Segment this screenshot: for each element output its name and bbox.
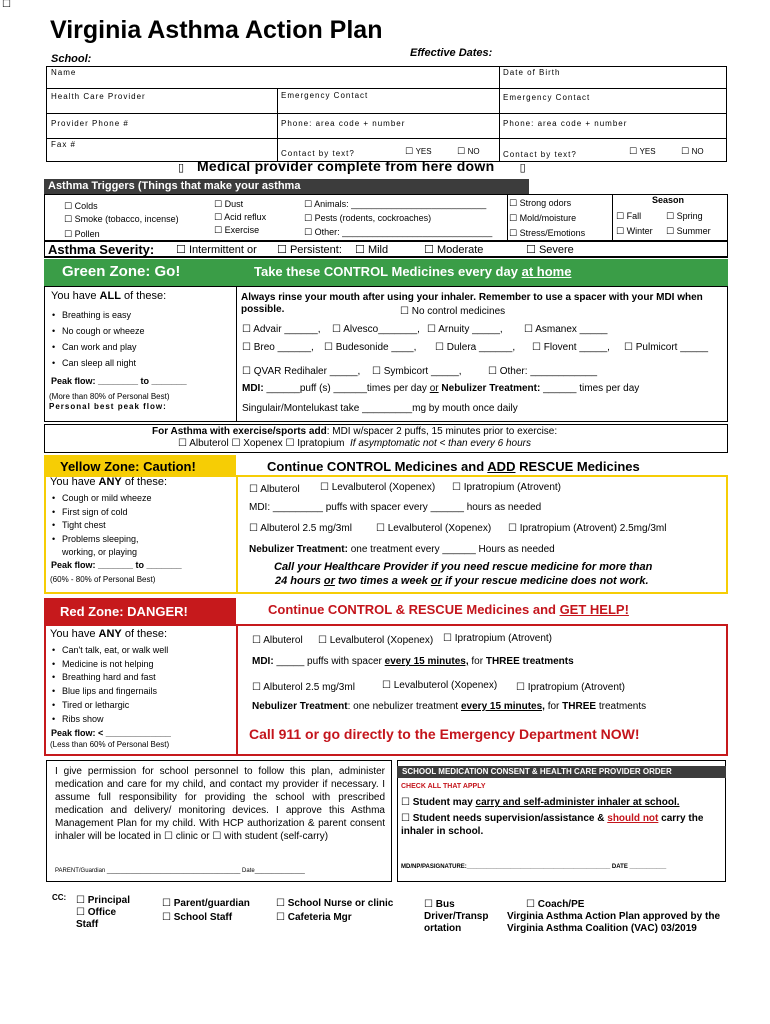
yes-checkbox-2[interactable]: ☐ xyxy=(629,147,638,157)
triggers-col-2 xyxy=(214,198,266,237)
red-peak-flow[interactable]: Peak flow: < _____________ xyxy=(51,728,171,738)
contact-text-1-label: Contact by text? xyxy=(281,149,355,158)
parent-signature-line[interactable]: PARENT/Guardian ________________________________________ Date_______________ xyxy=(55,868,305,874)
cc-school-staff[interactable]: ☐ School Staff xyxy=(162,912,233,923)
trigger-stress[interactable]: ☐ Stress/Emotions xyxy=(509,228,586,239)
yellow-levalbuterol[interactable]: ☐ Levalbuterol (Xopenex) xyxy=(320,482,436,493)
season-fall[interactable]: ☐ Fall xyxy=(616,211,642,222)
triggers-col-1 xyxy=(64,200,179,241)
red-ipratropium-neb[interactable]: ☐ Ipratropium (Atrovent) xyxy=(516,682,626,693)
trigger-dust[interactable]: ☐ Dust xyxy=(214,199,244,210)
exercise-options: ☐ Albuterol ☐ Xopenex ☐ Ipratopium If asymptomatic not < than every 6 hours xyxy=(178,438,531,449)
yes-label: YES xyxy=(415,147,432,156)
yellow-peak-flow[interactable]: Peak flow: _______ to _______ xyxy=(51,560,182,570)
cc-parent[interactable]: ☐ Parent/guardian xyxy=(162,898,250,909)
yellow-ipratropium[interactable]: ☐ Ipratropium (Atrovent) xyxy=(452,482,562,493)
order-title: SCHOOL MEDICATION CONSENT & HEALTH CARE PROVIDER ORDER xyxy=(402,767,672,776)
exercise-xopenex[interactable]: ☐ Xopenex xyxy=(231,438,283,449)
med-advair[interactable]: ☐ Advair ______, xyxy=(242,324,321,335)
yellow-peak-note: (60% - 80% of Personal Best) xyxy=(50,575,156,584)
med-pulmicort[interactable]: ☐ Pulmicort _____ xyxy=(624,342,709,353)
triggers-col-4 xyxy=(509,196,585,241)
list-item: • Breathing is easy xyxy=(50,307,145,323)
emergency-contact-1[interactable]: Emergency Contact xyxy=(281,91,369,100)
severity-mild[interactable]: ☐ Mild xyxy=(355,243,389,256)
no-checkbox-2[interactable]: ☐ xyxy=(681,147,690,157)
list-item: • Can work and play xyxy=(50,339,145,355)
severity-moderate[interactable]: ☐ Moderate xyxy=(424,243,484,256)
season-summer[interactable]: ☐ Summer xyxy=(666,226,711,237)
red-neb-line[interactable]: Nebulizer Treatment: one nebulizer treatment every 15 minutes, for THREE treatments xyxy=(252,701,647,712)
md-signature-line[interactable]: MD/NP/PASIGNATURE:___________________________________________ DATE ___________ xyxy=(401,864,667,870)
no-checkbox-1[interactable]: ☐ xyxy=(457,147,466,157)
med-alvesco[interactable]: ☐ Alvesco_______, xyxy=(332,324,420,335)
clinic-checkbox[interactable]: ☐ xyxy=(163,831,173,842)
med-other[interactable]: ☐ Other: ____________ xyxy=(488,366,598,377)
yellow-levalbuterol-neb[interactable]: ☐ Levalbuterol (Xopenex) xyxy=(376,523,492,534)
yellow-zone-instruction: Continue CONTROL Medicines and ADD RESCUE Medicines xyxy=(267,459,640,474)
triggers-col-3 xyxy=(304,198,492,240)
season-winter[interactable]: ☐ Winter xyxy=(616,226,653,237)
contact-text-2-label: Contact by text? xyxy=(503,150,577,159)
cc-cafeteria[interactable]: ☐ Cafeteria Mgr xyxy=(276,912,352,923)
approval-note: Virginia Asthma Action Plan approved by the Virginia Asthma Coalition (VAC) 03/2019 xyxy=(507,911,721,934)
trigger-strong-odors[interactable]: ☐ Strong odors xyxy=(509,198,572,209)
exercise-albuterol[interactable]: ☐ Albuterol xyxy=(178,438,229,449)
green-peak-note: (More than 80% of Personal Best) xyxy=(49,392,170,401)
corner-checkbox[interactable]: ☐ xyxy=(2,0,11,10)
page-title: Virginia Asthma Action Plan xyxy=(50,16,383,44)
no-control-checkbox[interactable]: ☐ No control medicines xyxy=(400,306,506,317)
cc-bus-driver[interactable]: ☐ Bus Driver/Transp ortation xyxy=(424,899,489,934)
green-zone-title: Green Zone: Go! xyxy=(62,263,181,280)
yellow-symptoms-list xyxy=(50,492,230,560)
yellow-you-have: You have ANY of these: xyxy=(50,476,168,488)
trigger-smoke[interactable]: ☐ Smoke (tobacco, incense) xyxy=(64,214,179,225)
trigger-other[interactable]: ☐ Other: ______________________________ xyxy=(304,227,493,238)
green-mdi-line[interactable]: MDI: ______puff (s) ______times per day or Nebulizer Treatment: ______ times per day xyxy=(242,383,640,394)
list-item: • No cough or wheeze xyxy=(50,323,145,339)
yellow-call-line-2: 24 hours or two times a week or if your rescue medicine does not work. xyxy=(275,575,649,587)
season-title: Season xyxy=(652,195,685,205)
exercise-ipratopium[interactable]: ☐ Ipratopium xyxy=(285,438,345,449)
call-911: Call 911 or go directly to the Emergency Department NOW! xyxy=(249,726,640,742)
red-ipratropium[interactable]: ☐ Ipratropium (Atrovent) xyxy=(443,633,553,644)
list-item: • Problems sleeping, working, or playing xyxy=(50,533,160,560)
list-item: • Cough or mild wheeze xyxy=(50,492,230,506)
arrow-down-icon: ▯ xyxy=(178,161,185,174)
cc-office-staff[interactable]: ☐ Office Staff xyxy=(76,907,117,930)
red-levalbuterol[interactable]: ☐ Levalbuterol (Xopenex) xyxy=(318,635,434,646)
personal-best-label: Personal best peak flow: xyxy=(49,402,167,411)
cc-col-1 xyxy=(76,895,136,931)
phone-1-field[interactable]: Phone: area code + number xyxy=(281,119,406,128)
red-albuterol-neb[interactable]: ☐ Albuterol 2.5 mg/3ml xyxy=(252,682,355,693)
med-budesonide[interactable]: ☐ Budesonide ____, xyxy=(324,342,417,353)
red-levalbuterol-neb[interactable]: ☐ Levalbuterol (Xopenex) xyxy=(382,680,498,691)
yes-label: YES xyxy=(639,147,656,156)
consent-text: I give permission for school personnel to follow this plan, administer medication and care for my child, and contact my provider if necessary. I assume full responsibility for providing the school with prescribed medication and delivery/ monitoring devices. I approve this Asthma Management Plan for my child. With HCP authorization & parent consent inhaler will be located in ☐ clinic or ☐ with student (self-carry) xyxy=(55,766,385,842)
phone-2-field[interactable]: Phone: area code + number xyxy=(503,119,628,128)
red-zone-title: Red Zone: DANGER! xyxy=(60,604,188,619)
med-symbicort[interactable]: ☐ Symbicort _____, xyxy=(372,366,462,377)
green-zone-instruction: Take these CONTROL Medicines every day at home xyxy=(254,264,572,279)
med-asmanex[interactable]: ☐ Asmanex _____ xyxy=(524,324,608,335)
list-item: • Can't talk, eat, or walk well xyxy=(50,644,168,658)
yellow-zone-title: Yellow Zone: Caution! xyxy=(60,459,196,474)
cc-col-2 xyxy=(162,897,250,925)
arrow-down-icon: ▯ xyxy=(519,161,526,174)
severity-intermittent[interactable]: ☐ Intermittent or xyxy=(176,243,257,256)
yellow-albuterol-neb[interactable]: ☐ Albuterol 2.5 mg/3ml xyxy=(249,523,352,534)
med-flovent[interactable]: ☐ Flovent _____, xyxy=(532,342,610,353)
med-dulera[interactable]: ☐ Dulera ______, xyxy=(435,342,516,353)
yellow-call-line-1: Call your Healthcare Provider if you need rescue medicine for more than xyxy=(274,561,653,573)
red-you-have: You have ANY of these: xyxy=(50,628,168,640)
med-breo[interactable]: ☐ Breo ______, xyxy=(242,342,314,353)
med-arnuity[interactable]: ☐ Arnuity _____, xyxy=(427,324,503,335)
severity-severe[interactable]: ☐ Severe xyxy=(526,243,574,256)
info-table xyxy=(46,66,727,162)
yellow-albuterol[interactable]: ☐ Albuterol xyxy=(249,484,300,495)
provider-banner: ▯ Medical provider complete from here down ▯ xyxy=(178,158,526,174)
red-zone-instruction: Continue CONTROL & RESCUE Medicines and GET HELP! xyxy=(268,602,629,617)
med-qvar[interactable]: ☐ QVAR Redihaler _____, xyxy=(242,366,361,377)
list-item: • Can sleep all night xyxy=(50,355,145,371)
fax-field[interactable]: Fax # xyxy=(51,140,77,149)
cc-coach[interactable]: ☐ Coach/PE xyxy=(526,899,585,910)
singulair-line[interactable]: Singulair/Montelukast take _________mg by mouth once daily xyxy=(242,403,518,414)
list-item: • Medicine is not helping xyxy=(50,658,168,672)
list-item: • Breathing hard and fast xyxy=(50,671,168,685)
effective-dates-label: Effective Dates: xyxy=(410,47,493,59)
trigger-animals[interactable]: ☐ Animals: ___________________________ xyxy=(304,199,487,210)
cc-school-nurse[interactable]: ☐ School Nurse or clinic xyxy=(276,898,394,909)
student-checkbox[interactable]: ☐ xyxy=(212,831,222,842)
yellow-mdi-line[interactable]: MDI: _________ puffs with spacer every ______ hours as needed xyxy=(249,502,542,513)
list-item: • Ribs show xyxy=(50,713,168,727)
provider-phone-field[interactable]: Provider Phone # xyxy=(51,119,129,128)
list-item: • Blue lips and fingernails xyxy=(50,685,168,699)
list-item: • Tired or lethargic xyxy=(50,699,168,713)
cc-principal[interactable]: ☐ Principal xyxy=(76,895,130,906)
dob-field[interactable]: Date of Birth xyxy=(503,68,561,77)
yellow-ipratropium-neb[interactable]: ☐ Ipratropium (Atrovent) 2.5mg/3ml xyxy=(508,523,667,534)
red-symptoms-list xyxy=(50,644,168,726)
trigger-pollen[interactable]: ☐ Pollen xyxy=(64,229,100,240)
trigger-mold[interactable]: ☐ Mold/moisture xyxy=(509,213,577,224)
trigger-pests[interactable]: ☐ Pests (rodents, cockroaches) xyxy=(304,213,432,224)
triggers-title: Asthma Triggers (Things that make your asthma xyxy=(48,180,301,192)
list-item: • Tight chest xyxy=(50,519,230,533)
cc-label: CC: xyxy=(52,893,67,902)
green-peak-flow[interactable]: Peak flow: ________ to _______ xyxy=(51,376,187,386)
severity-persistent[interactable]: ☐ Persistent: xyxy=(277,243,342,256)
no-label: NO xyxy=(467,147,480,156)
yellow-neb-line[interactable]: Nebulizer Treatment: one treatment every ______ Hours as needed xyxy=(249,544,555,555)
emergency-contact-2[interactable]: Emergency Contact xyxy=(503,93,591,102)
exercise-line: For Asthma with exercise/sports add: MDI w/spacer 2 puffs, 15 minutes prior to exercise: xyxy=(152,426,558,437)
rinse-instruction: Always rinse your mouth after using your inhaler. Remember to use a spacer with your MDI when possible. xyxy=(241,292,703,315)
trigger-colds[interactable]: ☐ Colds xyxy=(64,201,98,212)
cc-col-3 xyxy=(276,897,393,925)
no-label: NO xyxy=(691,147,704,156)
severity-label: Asthma Severity: xyxy=(48,242,155,257)
trigger-exercise[interactable]: ☐ Exercise xyxy=(214,225,260,236)
self-carry-option[interactable]: ☐ Student may carry and self-administer inhaler at school. xyxy=(401,797,680,808)
red-mdi-line[interactable]: MDI: _____ puffs with spacer every 15 minutes, for THREE treatments xyxy=(252,656,574,667)
trigger-acid-reflux[interactable]: ☐ Acid reflux xyxy=(214,212,267,223)
red-albuterol[interactable]: ☐ Albuterol xyxy=(252,635,303,646)
season-spring[interactable]: ☐ Spring xyxy=(666,211,703,222)
red-peak-note: (Less than 60% of Personal Best) xyxy=(50,740,170,749)
yes-checkbox-1[interactable]: ☐ xyxy=(405,147,414,157)
list-item: • First sign of cold xyxy=(50,506,230,520)
school-label: School: xyxy=(51,53,92,65)
check-all-label: CHECK ALL THAT APPLY xyxy=(401,783,486,790)
green-symptoms-list xyxy=(50,307,145,371)
green-you-have: You have ALL of these: xyxy=(51,290,167,302)
name-field[interactable]: Name xyxy=(51,68,77,77)
supervision-option[interactable]: ☐ Student needs supervision/assistance & should not carry the inhaler in school. xyxy=(401,813,704,837)
hcp-field[interactable]: Health Care Provider xyxy=(51,92,146,101)
